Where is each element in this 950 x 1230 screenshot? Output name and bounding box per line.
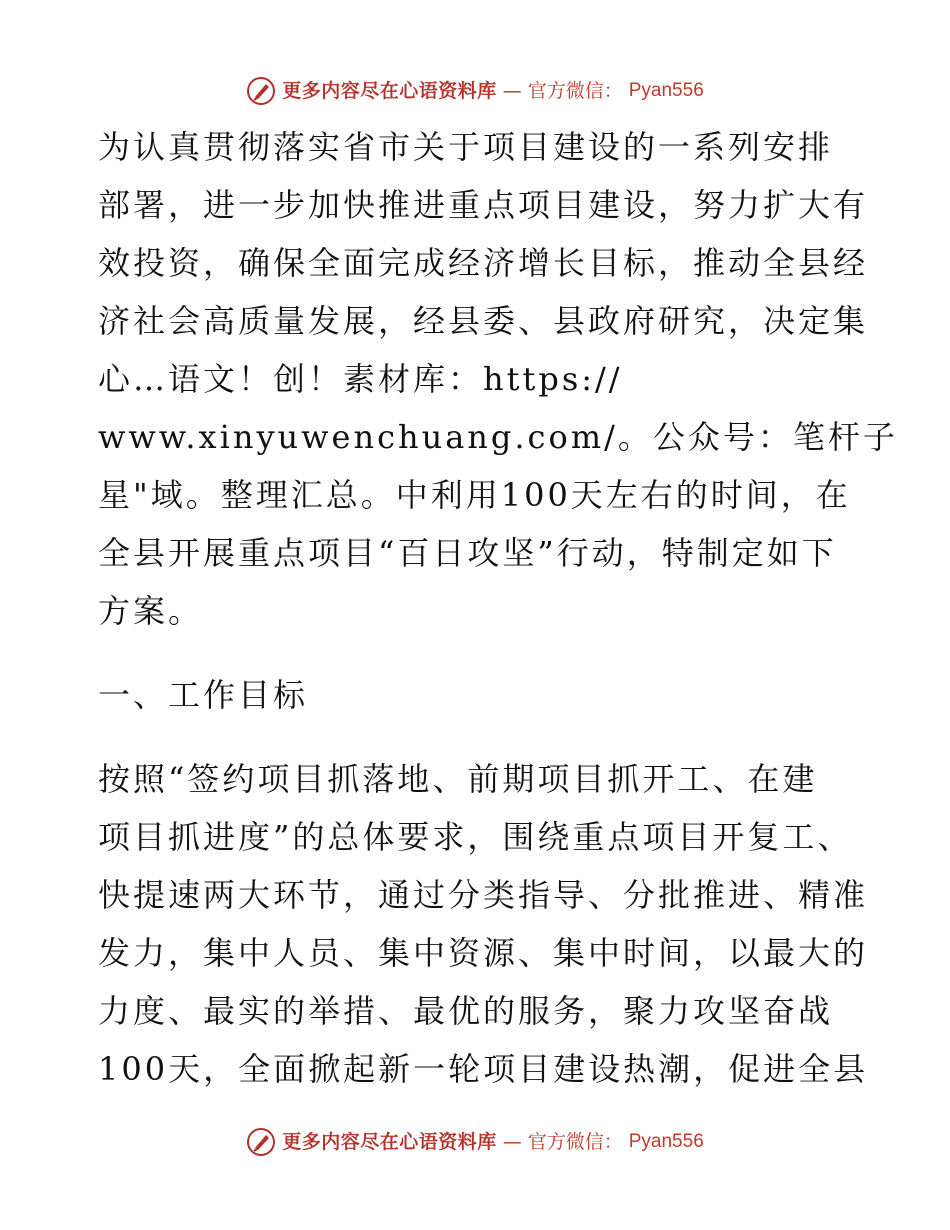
section-heading-text: 一、工作目标: [98, 676, 309, 714]
banner-brand-text: 更多内容尽在心语资料库: [282, 80, 497, 102]
text-line: 快提速两大环节，通过分类指导、分批推进、精准: [98, 876, 869, 914]
text-line: 济社会高质量发展，经县委、县政府研究，决定集: [98, 302, 869, 340]
text-line: 全县开展重点项目“百日攻坚”行动，特制定如下: [98, 534, 837, 572]
footer-banner: [0, 1127, 950, 1157]
text-line: 100天，全面掀起新一轮项目建设热潮，促进全县: [98, 1050, 869, 1088]
paragraph-gap: [98, 640, 858, 654]
text-line: 按照“签约项目抓落地、前期项目抓开工、在建: [98, 760, 818, 798]
objectives-paragraph: [98, 750, 869, 1098]
header-banner: [0, 76, 950, 106]
paragraph-gap: [98, 736, 858, 750]
text-line: 星"域。整理汇总。中利用100天左右的时间，在: [98, 476, 851, 514]
text-line: 心…语文！创！素材库：https://: [98, 360, 623, 398]
text-line: 力度、最实的举措、最优的服务，聚力攻坚奋战: [98, 992, 834, 1030]
quill-pen-logo-icon: [246, 1127, 276, 1157]
banner-separator: —: [502, 1131, 522, 1153]
text-line: 为认真贯彻落实省市关于项目建设的一系列安排: [98, 128, 834, 166]
banner-separator: —: [502, 80, 522, 102]
banner-brand-text: 更多内容尽在心语资料库: [282, 1131, 497, 1153]
document-body: [98, 118, 898, 1098]
text-line: 项目抓进度”的总体要求，围绕重点项目开复工、: [98, 818, 853, 856]
text-line: 方案。: [98, 592, 204, 630]
section-heading: [98, 666, 858, 724]
banner-wechat-id: Pyan556: [628, 1131, 704, 1152]
intro-paragraph: [98, 118, 898, 640]
quill-pen-logo-icon: [246, 76, 276, 106]
banner-wechat-label: 官方微信：: [527, 80, 623, 102]
text-line: 部署，进一步加快推进重点项目建设，努力扩大有: [98, 186, 869, 224]
text-line: 发力，集中人员、集中资源、集中时间，以最大的: [98, 934, 869, 972]
text-line: www.xinyuwenchuang.com/。公众号：笔杆子: [98, 418, 898, 456]
banner-wechat-label: 官方微信：: [527, 1131, 623, 1153]
text-line: 效投资，确保全面完成经济增长目标，推动全县经: [98, 244, 869, 282]
banner-wechat-id: Pyan556: [628, 80, 704, 101]
